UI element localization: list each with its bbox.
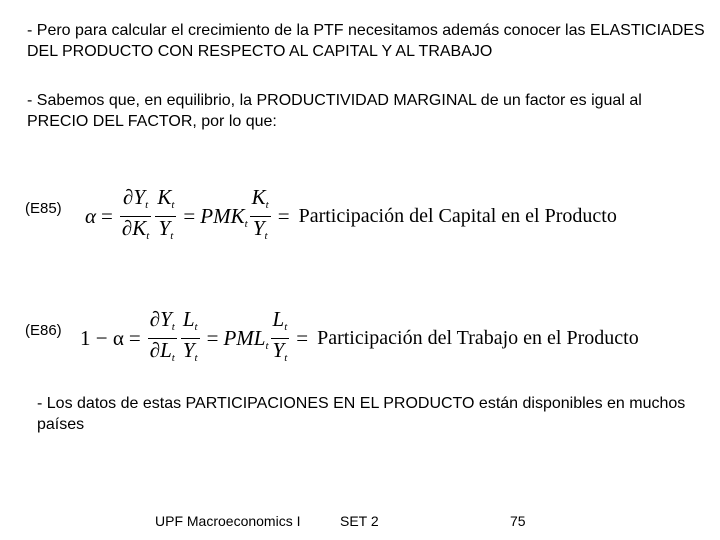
labor-output-fraction: $\frac{L_t}{Y_t}$ [182, 307, 198, 364]
data-availability-paragraph: - Los datos de estas PARTICIPACIONES EN EL PRODUCTO están disponibles en muchos países [37, 395, 686, 433]
capital-output-fraction: $\frac{K_t}{Y_t}$ [157, 185, 175, 242]
pml-term: $PML_t$ [223, 325, 269, 352]
equation-label-e85: (E85) [25, 200, 62, 217]
footer-set: SET 2 [340, 513, 379, 529]
capital-share-text: Participación del Capital en el Producto [298, 205, 617, 227]
equilibrium-paragraph: - Sabemos que, en equilibrio, la PRODUCTIVIDAD MARGINAL de un factor es igual al PRECIO DEL FACTOR, por lo que: [27, 92, 642, 130]
footer-course: UPF Macroeconomics I [155, 513, 301, 529]
equation-e86: 1 − α = $\frac{\partial Y_t}{\partial L_t}$ $\frac{L_t}{Y_t}$ = $PML_t$ $\frac{L_t}{Y_t}$ = Participación del Trabajo en el Producto [80, 308, 639, 369]
intro-paragraph: - Pero para calcular el crecimiento de la PTF necesitamos además conocer las ELASTICIADES DEL PRODUCTO CON RESPECTO AL CAPITAL Y AL TRABAJO [27, 22, 705, 60]
alpha-symbol: α [85, 204, 97, 228]
capital-output-fraction-2: $\frac{K_t}{Y_t}$ [251, 185, 269, 242]
equation-e85: α = $\frac{\partial Y_t}{\partial K_t}$ $\frac{K_t}{Y_t}$ = $PMK_t$ $\frac{K_t}{Y_t}$ = Participación del Capital en el Producto [85, 186, 617, 247]
pmk-term: $PMK_t$ [200, 203, 248, 230]
labor-output-fraction-2: $\frac{L_t}{Y_t}$ [272, 307, 288, 364]
equals-sign: = [101, 204, 113, 228]
one-minus-alpha: 1 − α [80, 326, 124, 350]
footer-page-number: 75 [510, 513, 526, 529]
labor-share-text: Participación del Trabajo en el Producto [317, 327, 639, 349]
equation-label-e86: (E86) [25, 322, 62, 339]
partial-derivative-fraction: $\frac{\partial Y_t}{\partial K_t}$ [121, 185, 150, 242]
partial-derivative-fraction: $\frac{\partial Y_t}{\partial L_t}$ [149, 307, 175, 364]
